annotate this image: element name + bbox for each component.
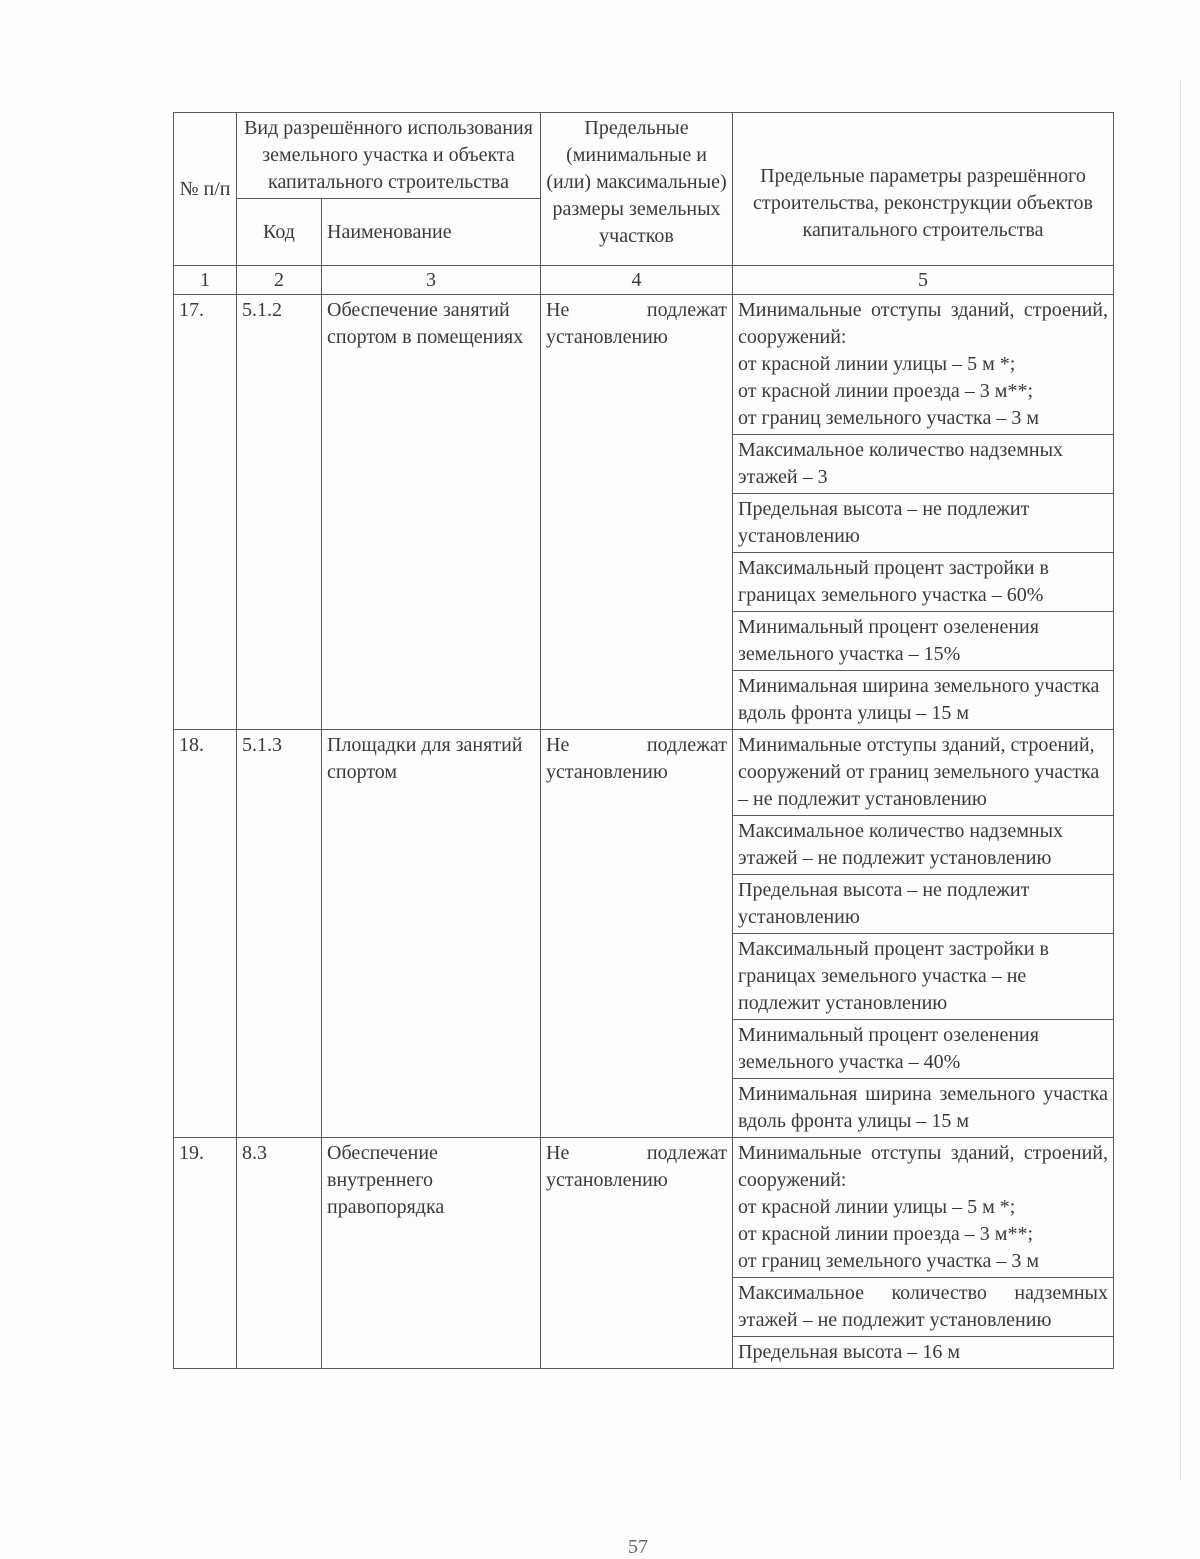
row-code: 5.1.3 [237,730,322,1138]
scan-edge-line [1180,80,1181,1480]
table-row [174,295,1114,435]
param-cell: Предельная высота – не подлежит установлению [733,875,1114,934]
param-text: от красной линии улицы – 5 м *; [738,1196,1016,1218]
param-cell [733,295,1114,435]
header-code: Код [237,199,322,266]
header-row [174,113,1114,199]
param-text: от красной линии проезда – 3 м**; [738,1223,1034,1245]
row-number: 17. [174,295,237,730]
header-params: Предельные параметры разрешённого строительства, реконструкции объектов капитального строительства [733,113,1114,266]
row-sizes: Не подлежат установлению [541,1138,733,1369]
param-cell: Минимальная ширина земельного участка вдоль фронта улицы – 15 м [733,671,1114,730]
param-cell: Предельная высота – 16 м [733,1337,1114,1369]
row-code: 8.3 [237,1138,322,1369]
param-text: Минимальные отступы зданий, строений, сооружений: [738,299,1108,348]
zoning-parameters-table [173,112,1114,1369]
row-sizes: Не подлежат установлению [541,295,733,730]
row-name: Обеспечение занятий спортом в помещениях [322,295,541,730]
param-cell: Минимальная ширина земельного участка вдоль фронта улицы – 15 м [733,1079,1114,1138]
param-text: от красной линии проезда – 3 м**; [738,380,1034,402]
param-cell: Минимальный процент озеленения земельного участка – 15% [733,612,1114,671]
param-cell: Максимальное количество надземных этажей – не подлежит установлению [733,1278,1114,1337]
header-num: № п/п [174,113,237,266]
row-name: Обеспечение внутреннего правопорядка [322,1138,541,1369]
param-text: Минимальные отступы зданий, строений, сооружений: [738,1142,1108,1191]
param-cell: Минимальный процент озеленения земельного участка – 40% [733,1020,1114,1079]
param-cell: Максимальный процент застройки в границах земельного участка – не подлежит установлению [733,934,1114,1020]
param-cell: Минимальные отступы зданий, строений, сооружений от границ земельного участка – не подлежит установлению [733,730,1114,816]
param-cell: Предельная высота – не подлежит установлению [733,494,1114,553]
column-number-row [174,266,1114,295]
param-text: от границ земельного участка – 3 м [738,407,1039,429]
table-row [174,730,1114,816]
row-name: Площадки для занятий спортом [322,730,541,1138]
param-text: от красной линии улицы – 5 м *; [738,353,1016,375]
column-number: 1 [174,266,237,295]
row-number: 18. [174,730,237,1138]
header-use-type: Вид разрешённого использования земельного участка и объекта капитального строительства [237,113,541,199]
param-cell: Максимальный процент застройки в границах земельного участка – 60% [733,553,1114,612]
row-number: 19. [174,1138,237,1369]
column-number: 4 [541,266,733,295]
table-row [174,1138,1114,1278]
param-cell [733,1138,1114,1278]
column-number: 2 [237,266,322,295]
header-name: Наименование [322,199,541,266]
header-sizes: Предельные (минимальные и (или) максимальные) размеры земельных участков [541,113,733,266]
column-number: 5 [733,266,1114,295]
row-code: 5.1.2 [237,295,322,730]
param-cell: Максимальное количество надземных этажей – 3 [733,435,1114,494]
column-number: 3 [322,266,541,295]
param-cell: Максимальное количество надземных этажей – не подлежит установлению [733,816,1114,875]
row-sizes: Не подлежат установлению [541,730,733,1138]
param-text: от границ земельного участка – 3 м [738,1250,1039,1272]
page-number: 57 [628,1536,648,1558]
